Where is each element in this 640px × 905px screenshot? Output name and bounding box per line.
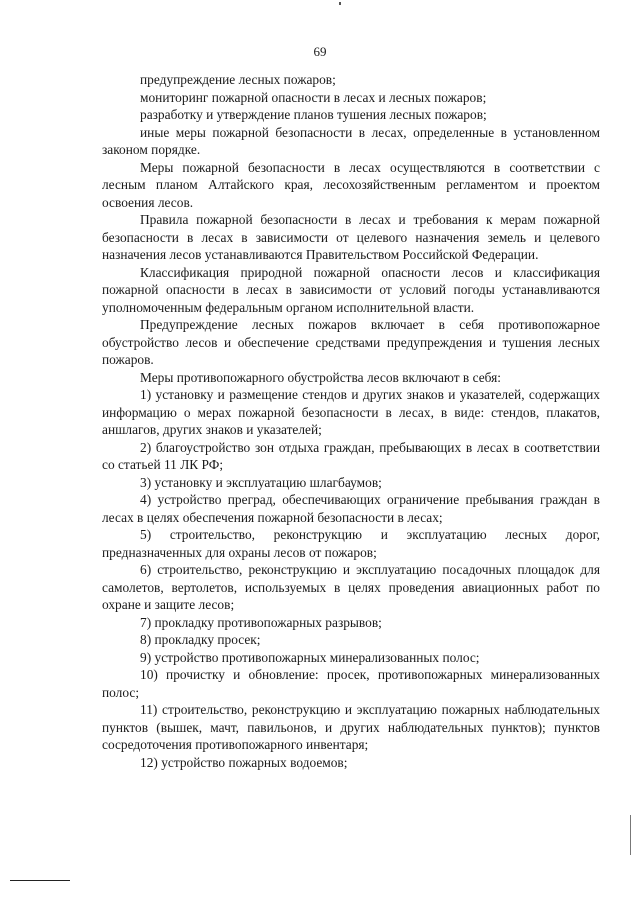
list-item: 2) благоустройство зон отдыха граждан, пребывающих в лесах в соответствии со статьей 11 ЛК РФ;	[102, 439, 600, 472]
paragraph: Правила пожарной безопасности в лесах и требования к мерам пожарной безопасности в лесах в зависимости от целевого назначения земель и целевого назначения лесов устанавливаются Правительством Российской Федерации.	[102, 212, 600, 262]
list-item: 3) установку и эксплуатацию шлагбаумов;	[140, 474, 382, 490]
paragraph: Меры противопожарного обустройства лесов включают в себя:	[140, 369, 502, 385]
list-item: 10) прочистку и обновление: просек, противопожарных минерализованных полос;	[102, 667, 600, 700]
list-item: 1) установку и размещение стендов и других знаков и указателей, содержащих информацию о мерах пожарной безопасности в лесах, в виде: стендов, плакатов, аншлагов, других знаков и указателей;	[102, 387, 600, 437]
footer-rule	[10, 880, 70, 881]
list-item: 4) устройство преград, обеспечивающих ограничение пребывания граждан в лесах в целях обеспечения пожарной безопасности в лесах;	[102, 492, 600, 525]
list-item: 5) строительство, реконструкцию и эксплуатацию лесных дорог, предназначенных для охраны лесов от пожаров;	[102, 527, 600, 560]
list-item: 8) прокладку просек;	[140, 632, 261, 647]
paragraph: Меры пожарной безопасности в лесах осуществляются в соответствии с лесным планом Алтайского края, лесохозяйственным регламентом и проектом освоения лесов.	[102, 159, 600, 210]
scan-mark	[339, 2, 341, 5]
list-item: 6) строительство, реконструкцию и эксплуатацию посадочных площадок для самолетов, вертолетов, используемых в целях проведения авиационных работ по охране и защите лесов;	[102, 562, 600, 612]
list-item: разработку и утверждение планов тушения лесных пожаров;	[140, 107, 487, 122]
list-item: иные меры пожарной безопасности в лесах, определенные в установленном законом порядке.	[102, 124, 600, 157]
list-item: 12) устройство пожарных водоемов;	[140, 754, 348, 770]
scan-edge-mark	[630, 815, 631, 855]
list-item: предупреждение лесных пожаров;	[140, 72, 336, 87]
list-item: 7) прокладку противопожарных разрывов;	[140, 614, 382, 630]
list-item: 9) устройство противопожарных минерализованных полос;	[140, 649, 480, 665]
paragraph: Предупреждение лесных пожаров включает в себя противопожарное обустройство лесов и обеспечение средствами предупреждения и тушения лесных пожаров.	[102, 317, 600, 367]
list-item: мониторинг пожарной опасности в лесах и лесных пожаров;	[140, 89, 487, 105]
list-item: 11) строительство, реконструкцию и эксплуатацию пожарных наблюдательных пунктов (вышек, мачт, павильонов, и других наблюдательных пунктов); пунктов сосредоточения противопожарного инвентаря;	[102, 702, 600, 752]
page-number: 69	[313, 44, 327, 59]
paragraph: Классификация природной пожарной опасности лесов и классификация пожарной опасности в лесах в зависимости от условий погоды устанавливаются уполномоченным федеральным органом исполнительной власти.	[102, 264, 600, 315]
document-body	[102, 71, 600, 771]
